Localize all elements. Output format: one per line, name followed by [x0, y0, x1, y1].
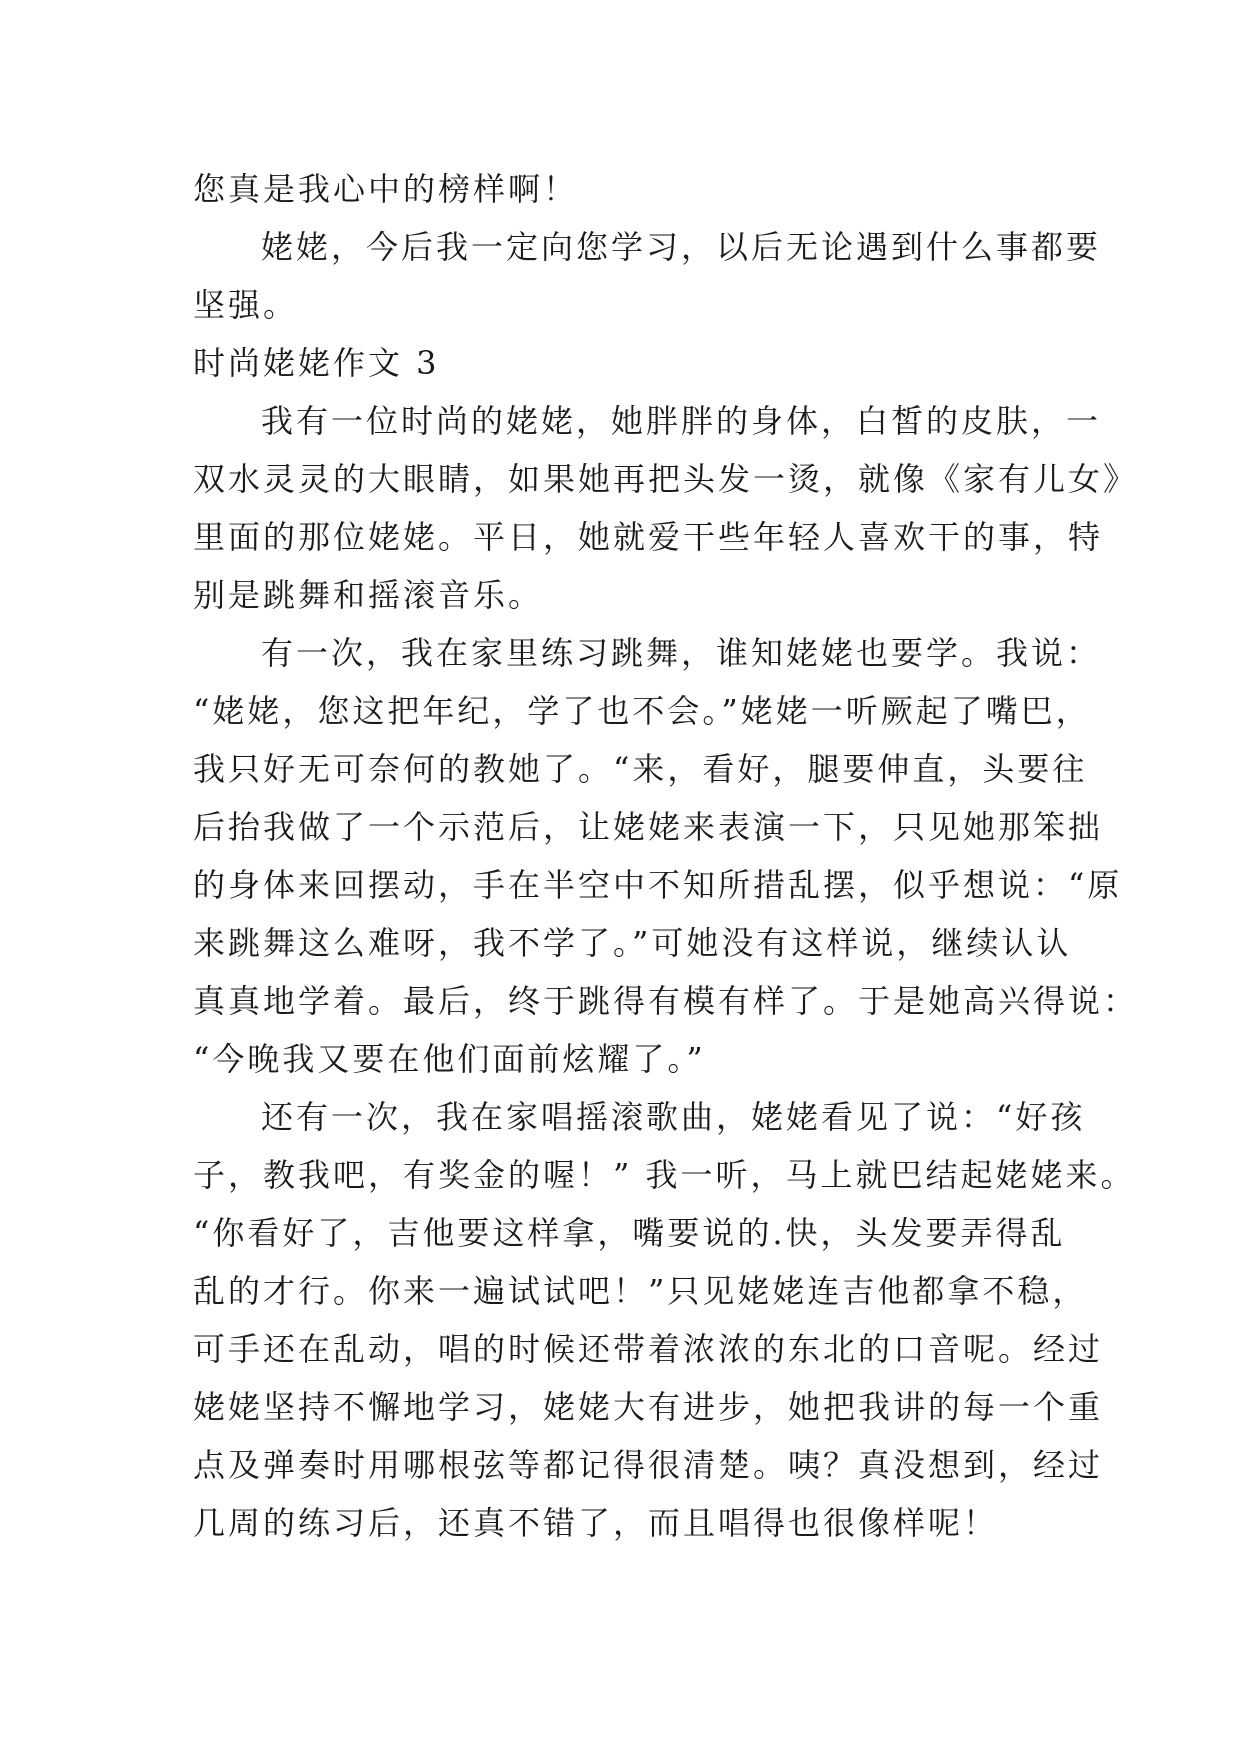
text-line: 几周的练习后，还真不错了，而且唱得也很像样呢！	[193, 1504, 999, 1542]
text-line: 来跳舞这么难呀，我不学了。”可她没有这样说，继续认认	[193, 924, 1072, 962]
text-line: 我有一位时尚的姥姥，她胖胖的身体，白皙的皮肤，一	[261, 402, 1102, 440]
text-line: 点及弹奏时用哪根弦等都记得很清楚。咦？真没想到，经过	[193, 1446, 1104, 1484]
text-line: 姥姥坚持不懈地学习，姥姥大有进步，她把我讲的每一个重	[193, 1388, 1104, 1426]
text-line: “你看好了，吉他要这样拿，嘴要说的.快，头发要弄得乱	[193, 1214, 1066, 1252]
text-line: 坚强。	[193, 286, 299, 324]
text-line: 子，教我吧，有奖金的喔！” 我一听，马上就巴结起姥姥来。	[193, 1156, 1136, 1194]
text-line: 双水灵灵的大眼睛，如果她再把头发一烫，就像《家有儿女》	[193, 460, 1139, 498]
text-line: 有一次，我在家里练习跳舞，谁知姥姥也要学。我说：	[261, 634, 1102, 672]
text-line: 您真是我心中的榜样啊！	[193, 170, 579, 208]
text-line: “姥姥，您这把年纪，学了也不会。”姥姥一听厥起了嘴巴，	[193, 692, 1091, 730]
document-body	[193, 160, 1139, 1552]
text-line: 我只好无可奈何的教她了。“来，看好，腿要伸直，头要往	[193, 750, 1088, 788]
text-line: 真真地学着。最后，终于跳得有模有样了。于是她高兴得说：	[193, 982, 1139, 1020]
text-line: “今晚我又要在他们面前炫耀了。”	[193, 1040, 706, 1078]
section-heading: 时尚姥姥作文 3	[193, 344, 440, 382]
text-line: 姥姥，今后我一定向您学习，以后无论遇到什么事都要	[261, 228, 1102, 266]
text-line: 可手还在乱动，唱的时候还带着浓浓的东北的口音呢。经过	[193, 1330, 1104, 1368]
text-line: 里面的那位姥姥。平日，她就爱干些年轻人喜欢干的事，特	[193, 518, 1104, 556]
text-line: 后抬我做了一个示范后，让姥姥来表演一下，只见她那笨拙	[193, 808, 1104, 846]
text-line: 还有一次，我在家唱摇滚歌曲，姥姥看见了说：“好孩	[261, 1098, 1086, 1136]
text-line: 别是跳舞和摇滚音乐。	[193, 576, 544, 614]
text-line: 的身体来回摆动，手在半空中不知所措乱摆，似乎想说：“原	[193, 866, 1123, 904]
text-line: 乱的才行。你来一遍试试吧！”只见姥姥连吉他都拿不稳，	[193, 1272, 1088, 1310]
